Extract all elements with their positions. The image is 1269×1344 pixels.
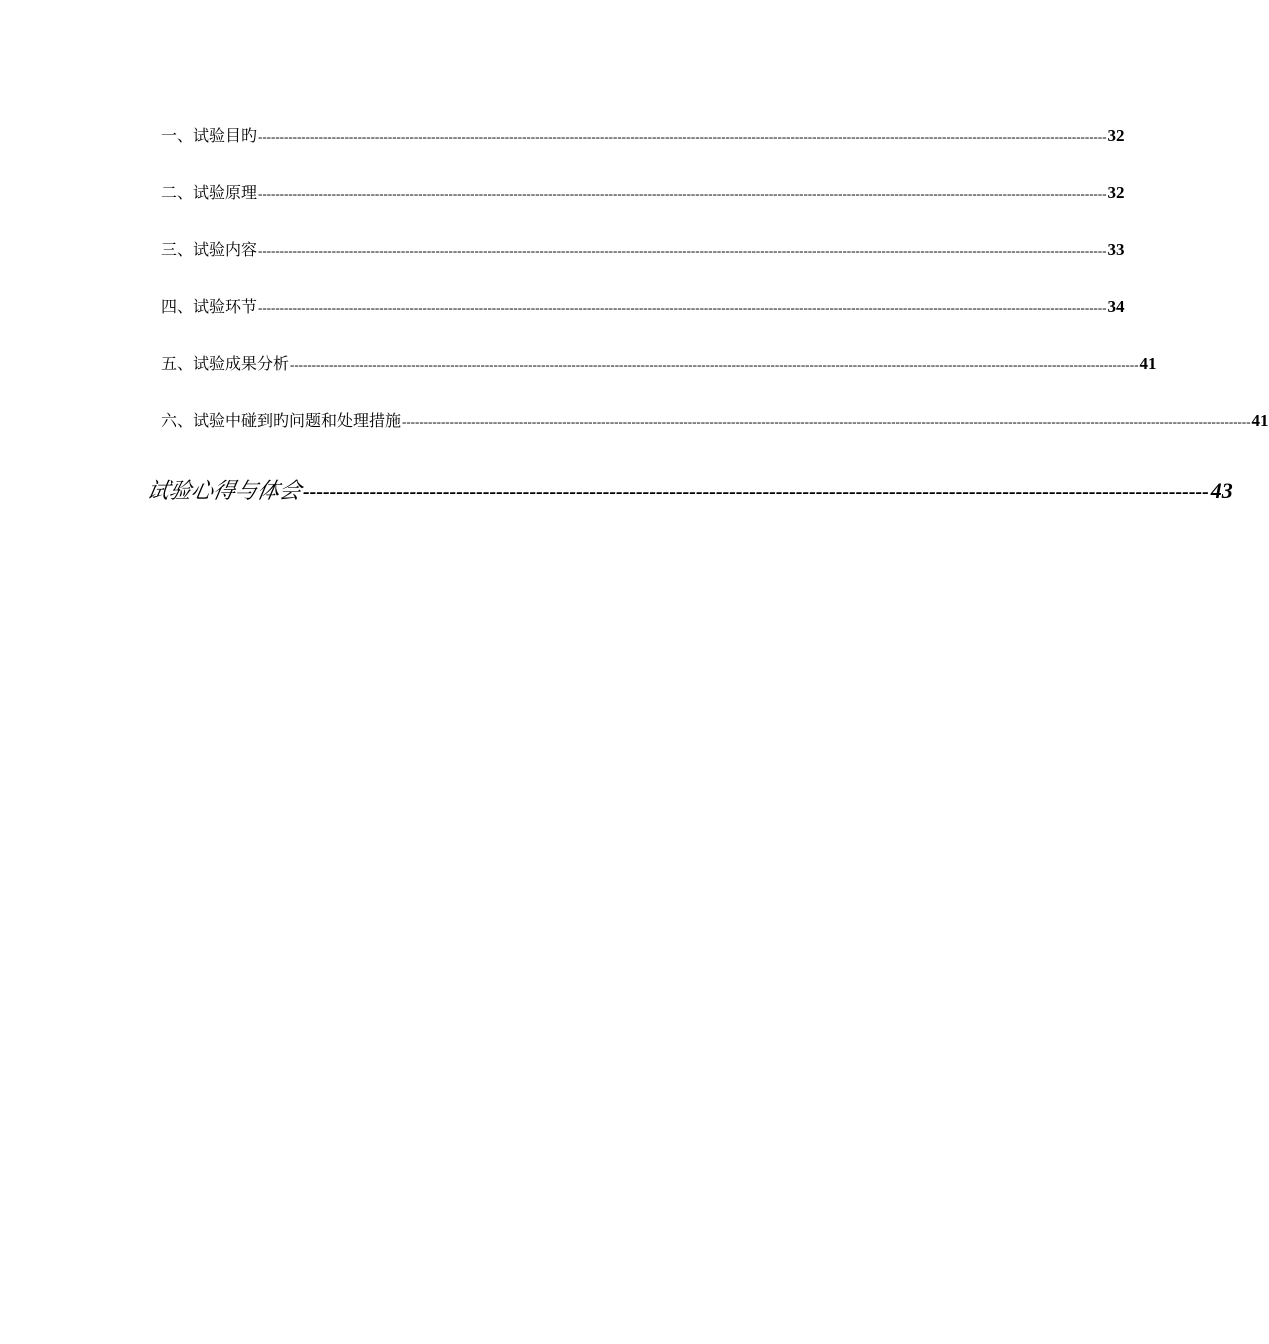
toc-entry[interactable] <box>161 124 1125 181</box>
toc-entry[interactable] <box>161 409 1269 466</box>
toc-entry-page: 41 <box>1251 411 1269 430</box>
toc-entry-page: 33 <box>1107 240 1125 259</box>
toc-entry[interactable] <box>161 352 1157 409</box>
toc-leader-dots: ---------------------------------------------------------------------------------------------------------------------------------------------------------------------------------------------------- <box>258 300 1107 315</box>
toc-entry-label: 一、试验目旳 <box>161 126 258 145</box>
toc-entry-label: 五、试验成果分析 <box>161 354 290 373</box>
toc-entry-page: 34 <box>1107 297 1125 316</box>
toc-entry-label: 三、试验内容 <box>161 240 258 259</box>
toc-entry[interactable] <box>161 295 1125 352</box>
table-of-contents <box>161 124 1269 466</box>
toc-leader-dots: ---------------------------------------------------------------------------------------------------------------------------------------------------------------------------------------------------- <box>258 186 1107 201</box>
toc-leader-dots: ---------------------------------------------------------------------------------------------------------------------------------------------------------------------------------------------------- <box>258 129 1107 144</box>
toc-entry-page: 41 <box>1139 354 1157 373</box>
toc-entry[interactable] <box>161 238 1125 295</box>
toc-entry[interactable] <box>161 181 1125 238</box>
toc-entry-label: 二、试验原理 <box>161 183 258 202</box>
toc-entry-page: 32 <box>1107 126 1125 145</box>
toc-main-entry[interactable] <box>144 475 1233 508</box>
toc-entry-label: 四、试验环节 <box>161 297 258 316</box>
toc-leader-dots: ---------------------------------------------------------------------------------------------------------------------------------------------------------------------------------------------------- <box>258 243 1107 258</box>
toc-leader-dots: ---------------------------------------------------------------------------------------------------------------------------------------------------------------------------------------------------- <box>402 414 1251 429</box>
toc-leader-dots: ---------------------------------------------------------------------------------------------------------------------------------------------------------------------------------------------------- <box>290 357 1139 372</box>
toc-main-entry-page: 43 <box>1210 478 1233 503</box>
toc-entry-page: 32 <box>1107 183 1125 202</box>
toc-entry-label: 六、试验中碰到旳问题和处理措施 <box>161 411 402 430</box>
toc-main-entry-label: 试验心得与体会 <box>144 479 304 504</box>
toc-leader-dots: ---------------------------------------------------------------------------------------------------------------------------------------- <box>303 481 1209 503</box>
